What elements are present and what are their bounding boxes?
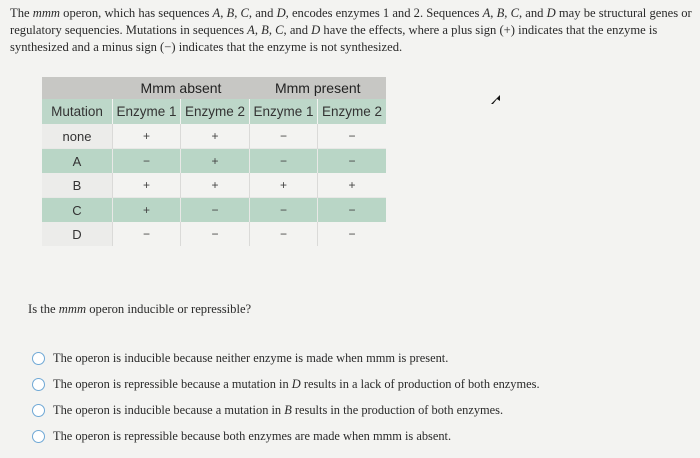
table-row — [42, 198, 386, 223]
question-intro: The mmm operon, which has sequences A, B, C, and D, encodes enzymes 1 and 2. Sequences A, B, C, and D may be structural genes or regulatory sequencies. Mutations in sequences A, B, C, and D have the effects, where a plus sign (+) indicates that the enzyme is synthesized and a minus sign (−) indicates that the enzyme is not synthesized. — [10, 6, 692, 54]
radio-button[interactable] — [32, 352, 45, 365]
table-column-header: Enzyme 1 — [250, 99, 318, 124]
table-column-header: Enzyme 2 — [181, 99, 250, 124]
table-row — [42, 222, 386, 246]
radio-button[interactable] — [32, 430, 45, 443]
mutation-cell: B — [42, 173, 113, 198]
option-label: The operon is repressible because a mutation in D results in a lack of production of both enzymes. — [53, 376, 540, 391]
enzyme-cell: − — [250, 149, 318, 174]
mutation-table — [42, 77, 386, 246]
enzyme-cell: − — [318, 222, 387, 246]
option-label: The operon is inducible because a mutation in B results in the production of both enzymes. — [53, 402, 504, 417]
enzyme-cell: − — [318, 124, 387, 149]
enzyme-cell: + — [318, 173, 387, 198]
mutation-cell: D — [42, 222, 113, 246]
enzyme-cell: + — [181, 124, 250, 149]
option-label: The operon is inducible because neither enzyme is made when mmm is present. — [53, 350, 449, 365]
enzyme-cell: + — [250, 173, 318, 198]
mutation-cell: A — [42, 149, 113, 174]
table-column-header: Enzyme 1 — [113, 99, 181, 124]
enzyme-cell: + — [113, 124, 181, 149]
enzyme-cell: − — [250, 198, 318, 223]
enzyme-cell: + — [181, 149, 250, 174]
table-row — [42, 149, 386, 174]
answer-option-1[interactable] — [32, 345, 540, 371]
enzyme-cell: + — [181, 173, 250, 198]
enzyme-cell: − — [113, 222, 181, 246]
enzyme-cell: − — [113, 149, 181, 174]
answer-options — [32, 345, 540, 449]
table-group-header-mmm-present: Mmm present — [250, 77, 387, 99]
enzyme-cell: − — [318, 149, 387, 174]
table-header-blank — [42, 77, 113, 99]
enzyme-cell: + — [113, 198, 181, 223]
enzyme-cell: − — [250, 222, 318, 246]
enzyme-cell: − — [181, 222, 250, 246]
table-column-header: Enzyme 2 — [318, 99, 387, 124]
table-row — [42, 173, 386, 198]
answer-option-3[interactable] — [32, 397, 540, 423]
mutation-cell: none — [42, 124, 113, 149]
mutation-cell: C — [42, 198, 113, 223]
question-prompt: Is the mmm operon inducible or repressible? — [28, 302, 252, 316]
answer-option-4[interactable] — [32, 423, 540, 449]
answer-option-2[interactable] — [32, 371, 540, 397]
table-row — [42, 124, 386, 149]
option-label: The operon is repressible because both enzymes are made when mmm is absent. — [53, 428, 452, 443]
enzyme-cell: − — [250, 124, 318, 149]
table-group-header-mmm-absent: Mmm absent — [113, 77, 250, 99]
radio-button[interactable] — [32, 378, 45, 391]
enzyme-cell: + — [113, 173, 181, 198]
mouse-cursor-icon — [489, 92, 503, 106]
radio-button[interactable] — [32, 404, 45, 417]
enzyme-cell: − — [318, 198, 387, 223]
table-column-header: Mutation — [42, 99, 113, 124]
enzyme-cell: − — [181, 198, 250, 223]
